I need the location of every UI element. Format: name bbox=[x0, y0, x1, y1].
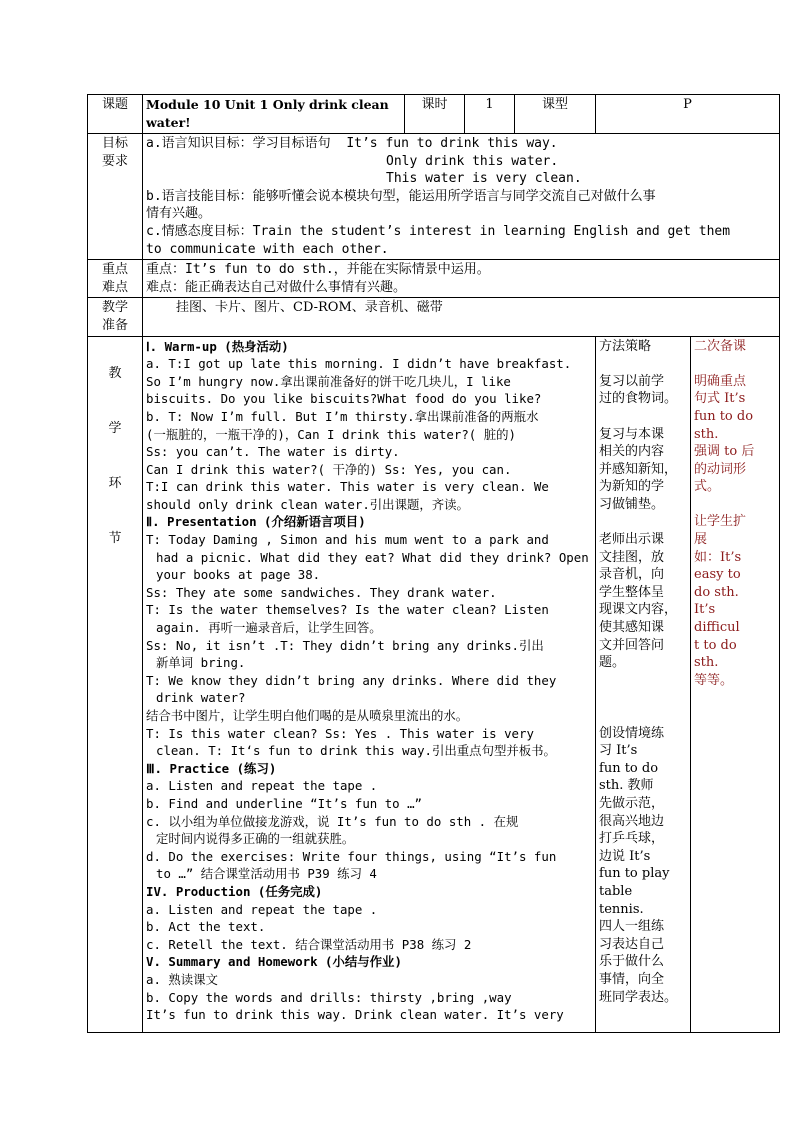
second-prep-line: 等等。 bbox=[694, 672, 734, 688]
step-line: d. Do the exercises: Write four things, using “It’s fun bbox=[146, 848, 557, 864]
method-line: 录音机，向 bbox=[599, 567, 665, 583]
method-line: sth. 教师 bbox=[599, 778, 654, 794]
second-prep-column bbox=[691, 336, 780, 1032]
second-prep-line: easy to bbox=[694, 567, 741, 583]
second-prep-line: sth. bbox=[694, 655, 719, 671]
header-row bbox=[88, 95, 780, 134]
method-line bbox=[599, 513, 687, 531]
method-line bbox=[599, 355, 687, 373]
second-prep-header: 二次备课 bbox=[694, 338, 747, 354]
second-prep-line: 如：It’s bbox=[694, 549, 742, 565]
step-line: 新单词 bring. bbox=[156, 655, 246, 671]
second-prep-line bbox=[694, 355, 776, 373]
keypoints-content bbox=[143, 260, 780, 298]
label-goals-2: 要求 bbox=[101, 153, 128, 169]
step-line: b. Copy the words and drills: thirsty ,bring ,way bbox=[146, 989, 512, 1005]
goal-a-line-1: It’s fun to drink this way. bbox=[346, 136, 558, 151]
step-line: b. Act the text. bbox=[146, 919, 266, 935]
step-line: It’s fun to drink this way. Drink clean water. It’s very bbox=[146, 1007, 564, 1023]
goal-a-line-3: This water is very clean. bbox=[386, 171, 582, 187]
method-line: 文并回答问 bbox=[599, 637, 665, 653]
goal-a bbox=[146, 135, 776, 153]
step-line: T: Today Daming , Simon and his mum went to a park and bbox=[146, 532, 549, 548]
keypoints-row bbox=[88, 260, 780, 298]
label-prep-2: 准备 bbox=[101, 317, 128, 333]
method-header: 方法策略 bbox=[599, 338, 652, 354]
method-line bbox=[599, 672, 687, 690]
step-line: clean. T: It‘s fun to drink this way.引出重点句型并板书。 bbox=[156, 743, 556, 759]
method-line: 为新知的学 bbox=[599, 479, 665, 495]
method-line: fun to do bbox=[599, 760, 659, 776]
method-line: 文挂图，放 bbox=[599, 549, 665, 565]
second-prep-line: 让学生扩 bbox=[694, 514, 747, 530]
step-line: a. Listen and repeat the tape . bbox=[146, 778, 378, 794]
step-line: again. 再听一遍录音后，让学生回答。 bbox=[156, 620, 382, 636]
step-line: had a picnic. What did they eat? What did they drink? Open bbox=[156, 549, 589, 565]
method-line: 题。 bbox=[599, 655, 626, 671]
goal-b-line-2: 情有兴趣。 bbox=[146, 206, 212, 222]
method-line: 班同学表达。 bbox=[599, 989, 678, 1005]
second-prep-line: t to do bbox=[694, 637, 737, 653]
method-line: 过的食物词。 bbox=[599, 391, 678, 407]
second-prep-line: sth. bbox=[694, 426, 719, 442]
section-heading: IV. Production (任务完成) bbox=[146, 883, 323, 899]
second-prep-line: 强调 to 后 bbox=[694, 444, 755, 460]
step-line: biscuits. Do you like biscuits?What food do you like? bbox=[146, 391, 542, 407]
method-line: 先做示范， bbox=[599, 795, 665, 811]
method-line bbox=[599, 707, 687, 725]
label-period: 课时 bbox=[405, 95, 465, 134]
method-line: 习表达自己 bbox=[599, 936, 665, 952]
method-line: 很高兴地边 bbox=[599, 813, 665, 829]
goals-row bbox=[88, 134, 780, 260]
label-goals-1: 目标 bbox=[101, 136, 128, 151]
step-line: a. T:I got up late this morning. I didn’t have breakfast. bbox=[146, 356, 572, 372]
method-line: 相关的内容 bbox=[599, 444, 665, 460]
method-line: 事情，向全 bbox=[599, 971, 665, 987]
step-line: should only drink clean water.引出课题，齐读。 bbox=[146, 496, 469, 512]
label-steps bbox=[88, 336, 143, 1032]
step-line: c. Retell the text. 结合课堂活动用书 P38 练习 2 bbox=[146, 936, 472, 952]
goals-content bbox=[143, 134, 780, 260]
method-line: 并感知新知， bbox=[599, 461, 678, 477]
prep-text: 挂图、卡片、图片、CD-ROM、录音机、磁带 bbox=[176, 300, 443, 316]
second-prep-line: difficul bbox=[694, 620, 740, 636]
second-prep-line bbox=[694, 496, 776, 514]
label-prep-1: 教学 bbox=[101, 300, 128, 316]
method-line: 学生整体呈 bbox=[599, 584, 665, 600]
prep-content bbox=[143, 298, 780, 336]
method-line: fun to play bbox=[599, 866, 670, 882]
step-line: T: Is this water clean? Ss: Yes . This water is very bbox=[146, 725, 534, 741]
label-type: 课型 bbox=[515, 95, 596, 134]
lesson-plan-table bbox=[87, 94, 780, 1033]
label-topic: 课题 bbox=[88, 95, 143, 134]
prep-row bbox=[88, 298, 780, 336]
label-keypoints bbox=[88, 260, 143, 298]
second-prep-line: 展 bbox=[694, 532, 708, 548]
step-line: Can I drink this water?( 干净的) Ss: Yes, you can. bbox=[146, 461, 512, 477]
step-line: Ss: No, it isn’t .T: They didn’t bring any drinks.引出 bbox=[146, 637, 544, 653]
method-line bbox=[599, 689, 687, 707]
step-line: 定时间内说得多正确的一组就获胜。 bbox=[156, 831, 355, 847]
step-line: (一瓶脏的，一瓶干净的)，Can I drink this water?( 脏的) bbox=[146, 426, 516, 442]
method-line: 习做铺垫。 bbox=[599, 496, 665, 512]
keypoint-line-2: 难点：能正确表达自己对做什么事情有兴趣。 bbox=[146, 279, 407, 295]
second-prep-line: It’s bbox=[694, 602, 716, 618]
step-line: Ss: They ate some sandwiches. They drank water. bbox=[146, 584, 497, 600]
method-line: table bbox=[599, 883, 633, 899]
label-keypoints-2: 难点 bbox=[101, 279, 128, 295]
section-heading: Ⅲ. Practice (练习) bbox=[146, 760, 277, 776]
section-heading: Ⅰ. Warm-up (热身活动) bbox=[146, 338, 289, 354]
section-heading: V. Summary and Homework (小结与作业) bbox=[146, 954, 402, 970]
section-heading: Ⅱ. Presentation (介绍新语言项目) bbox=[146, 514, 366, 530]
steps-content bbox=[143, 336, 596, 1032]
goal-a-prefix: a.语言知识目标：学习目标语句 bbox=[146, 136, 331, 151]
second-prep-line: do sth. bbox=[694, 584, 739, 600]
goal-a-line-2: Only drink this water. bbox=[386, 153, 559, 169]
steps-lines bbox=[146, 338, 592, 1024]
method-lines bbox=[599, 338, 687, 1007]
type-value: P bbox=[596, 95, 780, 134]
step-line: drink water? bbox=[156, 690, 246, 706]
second-lines bbox=[694, 338, 776, 690]
step-line: c. 以小组为单位做接龙游戏，说 It’s fun to do sth . 在规 bbox=[146, 813, 519, 829]
step-line: T:I can drink this water. This water is very clean. We bbox=[146, 479, 549, 495]
method-line bbox=[599, 408, 687, 426]
goal-c-line-2: to communicate with each other. bbox=[146, 241, 389, 257]
method-line: 四人一组练 bbox=[599, 919, 665, 935]
step-line: b. Find and underline “It’s fun to …” bbox=[146, 795, 423, 811]
step-line: Ss: you can’t. The water is dirty. bbox=[146, 444, 400, 460]
step-line: a. Listen and repeat the tape . bbox=[146, 901, 378, 917]
label-steps-char-4: 节 bbox=[108, 530, 122, 546]
keypoint-line-1: 重点：It’s fun to do sth.，并能在实际情景中运用。 bbox=[146, 262, 490, 278]
topic-line-2: water! bbox=[146, 114, 191, 130]
method-line: 复习以前学 bbox=[599, 373, 665, 389]
second-prep-line: fun to do bbox=[694, 408, 754, 424]
goal-c-line-1: c.情感态度目标：Train the student’s interest in learning English and get them bbox=[146, 223, 731, 239]
topic-line-1: Module 10 Unit 1 Only drink clean bbox=[146, 97, 389, 112]
step-line: 结合书中图片，让学生明白他们喝的是从喷泉里流出的水。 bbox=[146, 708, 469, 723]
label-keypoints-1: 重点 bbox=[101, 262, 128, 278]
method-column bbox=[596, 336, 691, 1032]
steps-row bbox=[88, 336, 780, 1032]
method-line: 复习与本课 bbox=[599, 426, 665, 442]
second-prep-line: 式。 bbox=[694, 479, 721, 495]
label-steps-char-2: 学 bbox=[108, 420, 122, 436]
step-line: T: We know they didn’t bring any drinks. Where did they bbox=[146, 672, 557, 688]
step-line: So I’m hungry now.拿出课前准备好的饼干吃几块儿，I like bbox=[146, 373, 511, 389]
label-steps-char-1: 教 bbox=[108, 365, 122, 381]
period-value: 1 bbox=[465, 95, 515, 134]
second-prep-line: 的动词形 bbox=[694, 461, 747, 477]
goal-b-line-1: b.语言技能目标：能够听懂会说本模块句型，能运用所学语言与同学交流自己对做什么事 bbox=[146, 188, 656, 204]
second-prep-line: 明确重点 bbox=[694, 373, 747, 389]
step-line: T: Is the water themselves? Is the water clean? Listen bbox=[146, 602, 549, 618]
method-line: 使其感知课 bbox=[599, 620, 665, 636]
step-line: a. 熟读课文 bbox=[146, 971, 218, 987]
label-goals bbox=[88, 134, 143, 260]
step-line: b. T: Now I’m full. But I’m thirsty.拿出课前准备的两瓶水 bbox=[146, 408, 539, 424]
label-steps-char-3: 环 bbox=[108, 475, 122, 491]
method-line: tennis. bbox=[599, 901, 644, 917]
step-line: to …” 结合课堂活动用书 P39 练习 4 bbox=[156, 866, 377, 882]
topic-cell bbox=[143, 95, 405, 134]
method-line: 乐于做什么 bbox=[599, 954, 665, 970]
method-line: 创设情境练 bbox=[599, 725, 665, 741]
method-line: 老师出示课 bbox=[599, 532, 665, 548]
method-line: 边说 It’s bbox=[599, 848, 651, 864]
label-prep bbox=[88, 298, 143, 336]
step-line: your books at page 38. bbox=[156, 567, 321, 583]
method-line: 现课文内容， bbox=[599, 602, 678, 618]
method-line: 习 It’s bbox=[599, 743, 638, 759]
method-line: 打乒乓球， bbox=[599, 831, 665, 847]
second-prep-line: 句式 It’s bbox=[694, 391, 746, 407]
